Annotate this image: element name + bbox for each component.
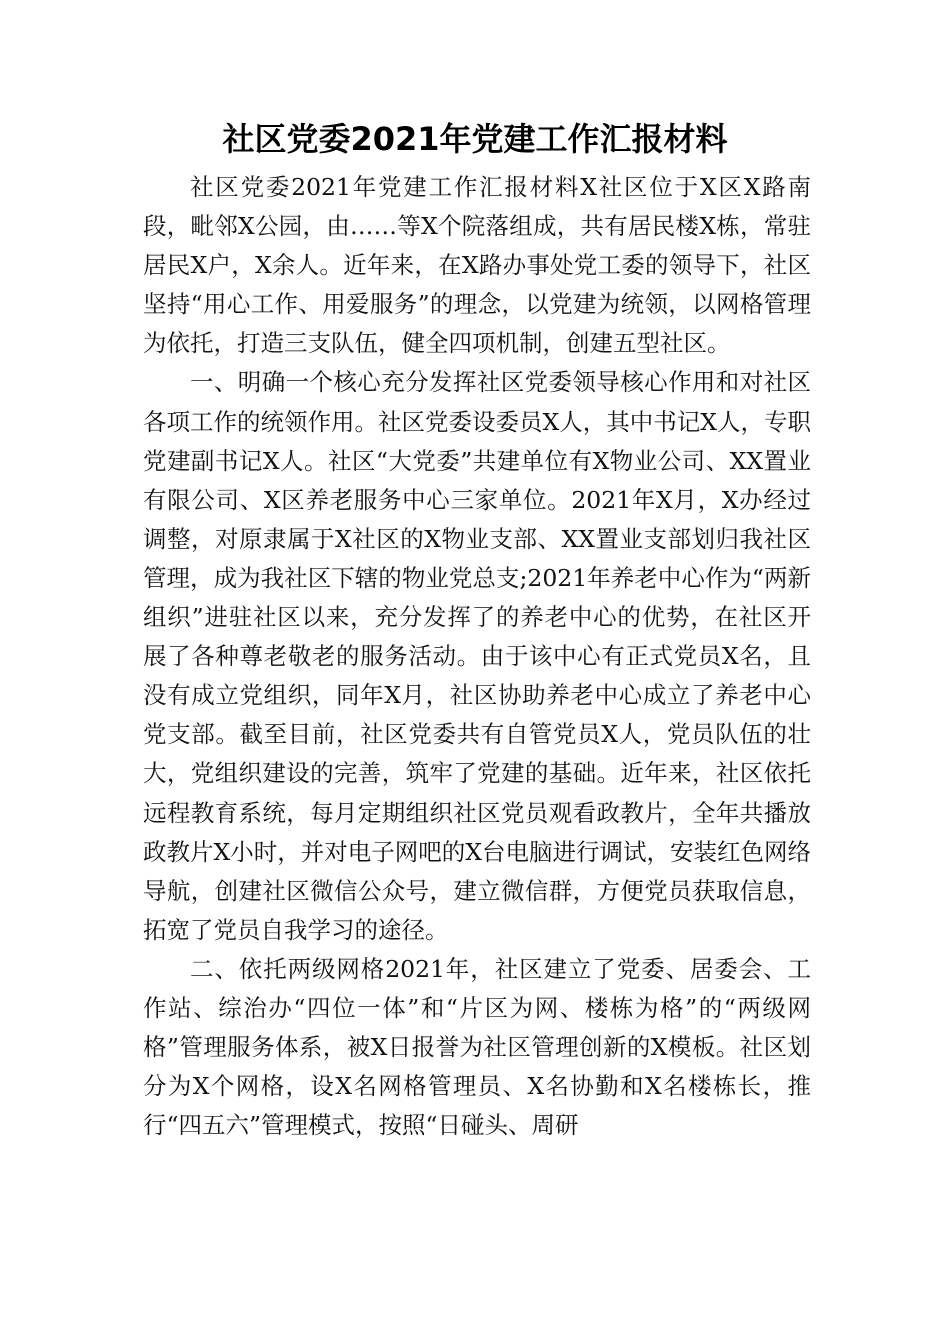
paragraph-section-two: 二、依托两级网格2021年，社区建立了党委、居委会、工作站、综治办“四位一体”和“片区为网、楼栋为格”的“两级网格”管理服务体系，被X日报誉为社区管理创新的X模板。社区划分为X个网格，设X名网格管理员、X名协勤和X名楼栋长，推行“四五六”管理模式，按照“日碰头、周研 bbox=[143, 954, 811, 1140]
paragraph-section-one: 一、明确一个核心充分发挥社区党委领导核心作用和对社区各项工作的统领作用。社区党委设委员X人，其中书记X人，专职党建副书记X人。社区“大党委”共建单位有X物业公司、XX置业有限公司、X区养老服务中心三家单位。2021年X月，X办经过调整，对原隶属于X社区的X物业支部、XX置业支部划归我社区管理，成为我社区下辖的物业党总支;2021年养老中心作为“两新组织”进驻社区以来，充分发挥了的养老中心的优势，在社区开展了各种尊老敬老的服务活动。由于该中心有正式党员X名，且没有成立党组织，同年X月，社区协助养老中心成立了养老中心党支部。截至目前，社区党委共有自管党员X人，党员队伍的壮大，党组织建设的完善，筑牢了党建的基础。近年来，社区依托远程教育系统，每月定期组织社区党员观看政教片，全年共播放政教片X小时，并对电子网吧的X台电脑进行调试，安装红色网络导航，创建社区微信公众号，建立微信群，方便党员获取信息，拓宽了党员自我学习的途径。 bbox=[143, 368, 811, 944]
document-body bbox=[143, 168, 811, 1145]
document-title: 社区党委2021年党建工作汇报材料 bbox=[222, 120, 728, 158]
paragraph-intro: 社区党委2021年党建工作汇报材料X社区位于X区X路南段，毗邻X公园，由……等X个院落组成，共有居民楼X栋，常驻居民X户，X余人。近年来，在X路办事处党工委的领导下，社区坚持“用心工作、用爱服务”的理念，以党建为统领，以网格管理为依托，打造三支队伍，健全四项机制，创建五型社区。 bbox=[143, 173, 811, 358]
